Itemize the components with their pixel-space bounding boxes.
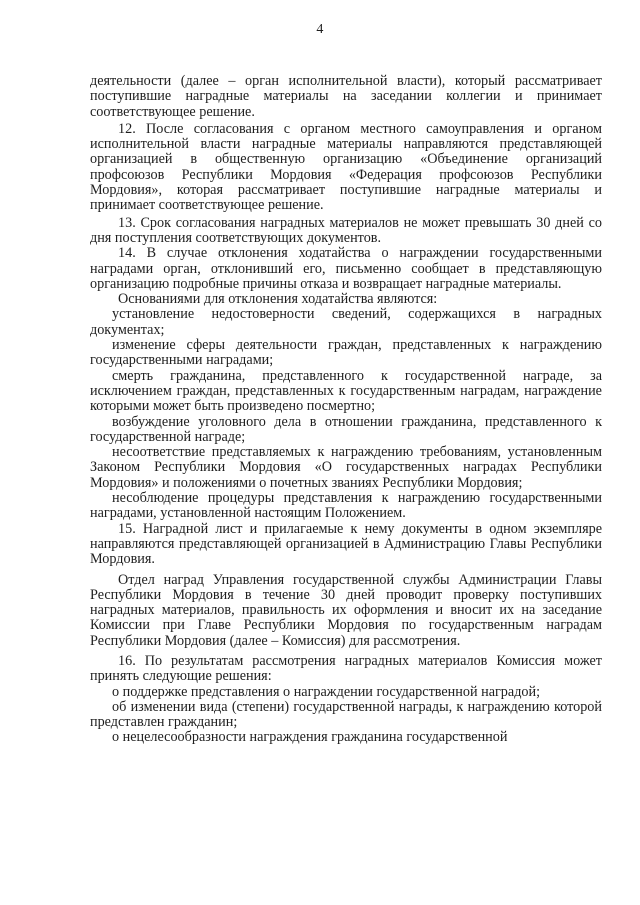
paragraph: 14. В случае отклонения ходатайства о награждении государственными наградами орган, отклонивший его, письменно сообщает в представляющую организацию подробные причины отказа и возвращает наградные материалы. xyxy=(90,245,602,292)
paragraph: 16. По результатам рассмотрения наградных материалов Комиссия может принять следующие решения: xyxy=(90,652,602,685)
paragraph: об изменении вида (степени) государственной награды, к награждению которой представлен гражданин; xyxy=(90,698,602,731)
paragraph: смерть гражданина, представленного к государственной награде, за исключением граждан, представленных к государственным наградам, награждение которыми может быть произведено посмертно; xyxy=(90,367,602,415)
document-body xyxy=(90,74,602,746)
paragraph: установление недостоверности сведений, содержащихся в наградных документах; xyxy=(90,306,602,338)
paragraph: 15. Наградной лист и прилагаемые к нему документы в одном экземпляре направляются представляющей организацией в Администрацию Главы Республики Мордовия. xyxy=(90,520,602,568)
paragraph: возбуждение уголовного дела в отношении гражданина, представленного к государственной награде; xyxy=(90,413,602,445)
paragraph: о поддержке представления о награждении государственной наградой; xyxy=(112,683,541,700)
paragraph: несоответствие представляемых к награждению требованиям, установленным Законом Республики Мордовия «О государственных наградах Республики Мордовия» и положениями о почетных званиях Республики Мордовия; xyxy=(90,444,602,491)
paragraph: несоблюдение процедуры представления к награждению государственными наградами, установленной настоящим Положением. xyxy=(90,490,602,522)
paragraph: о нецелесообразности награждения гражданина государственной xyxy=(112,729,508,746)
paragraph: изменение сферы деятельности граждан, представленных к награждению государственными наградами; xyxy=(90,337,602,369)
paragraph: 12. После согласования с органом местного самоуправления и органом исполнительной власти наградные материалы направляются представляющей организацией в общественную организацию «Объединение организаций профсоюзов Республики Мордовия «Федерация профсоюзов Республики Мордовия», которая рассматривает поступившие наградные материалы и принимает соответствующее решение. xyxy=(90,120,602,214)
page-number: 4 xyxy=(316,22,324,37)
paragraph: Отдел наград Управления государственной службы Администрации Главы Республики Мордовия в течение 30 дней проводит проверку поступивших наградных материалов, правильность их оформления и вносит их на заседание Комиссии при Главе Республики Мордовия по государственным наградам Республики Мордовия (далее – Комиссия) для рассмотрения. xyxy=(90,571,602,649)
paragraph: Основаниями для отклонения ходатайства являются: xyxy=(118,291,438,308)
paragraph: 13. Срок согласования наградных материалов не может превышать 30 дней со дня поступления соответствующих документов. xyxy=(90,214,602,246)
paragraph: деятельности (далее – орган исполнительной власти), который рассматривает поступившие наградные материалы на заседании коллегии и принимает соответствующее решение. xyxy=(90,73,602,120)
